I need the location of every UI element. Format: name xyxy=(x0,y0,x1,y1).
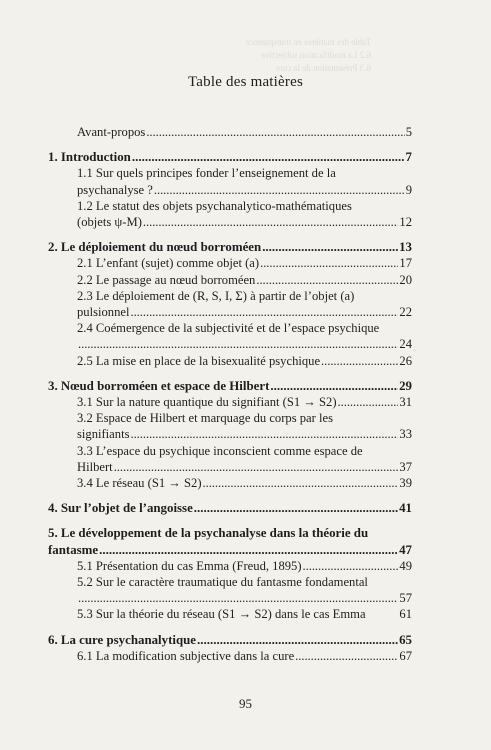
toc-section-entry[interactable] xyxy=(48,165,412,197)
toc-entry-title-line: 5. Le développement de la psychanalyse dans la théorie du xyxy=(48,526,369,541)
toc-entry-row xyxy=(77,394,412,410)
toc-entry-title-line: 5.2 Sur le caractère traumatique du fantasme fondamental xyxy=(77,575,368,590)
dot-leader xyxy=(78,336,398,352)
toc-page-number: 57 xyxy=(399,591,412,606)
toc-entry-row xyxy=(48,149,412,165)
toc-entry-row xyxy=(48,239,412,255)
dot-leader xyxy=(256,272,398,288)
toc-page-number: 13 xyxy=(399,240,412,255)
toc-entry-title-line: 3.2 Espace de Hilbert et marquage du corps par les xyxy=(77,411,333,426)
toc-entry-row xyxy=(77,426,412,442)
dot-leader xyxy=(321,353,398,369)
toc-page-number: 31 xyxy=(399,395,412,410)
dot-leader xyxy=(303,558,399,574)
dot-leader xyxy=(262,239,398,255)
toc-chapter-entry[interactable] xyxy=(48,239,412,255)
dot-leader xyxy=(203,475,399,491)
toc-entry-row xyxy=(77,182,412,198)
toc-section-entry[interactable] xyxy=(48,272,412,288)
dot-leader xyxy=(99,542,398,558)
dot-leader xyxy=(130,426,398,442)
toc-section-entry[interactable] xyxy=(48,648,412,664)
section-gap xyxy=(48,623,412,632)
toc-entry-row xyxy=(77,475,412,491)
section-gap xyxy=(48,491,412,500)
toc-entry-title: psychanalyse ? xyxy=(77,182,153,197)
toc-section-entry[interactable] xyxy=(48,288,412,320)
dot-leader xyxy=(143,214,399,230)
toc-section-entry[interactable] xyxy=(48,394,412,410)
dot-leader xyxy=(270,378,398,394)
toc-page-number: 24 xyxy=(399,337,412,352)
toc-entry-title: 5.3 Sur la théorie du réseau (S1 → S2) dans le cas Emma xyxy=(77,607,366,622)
toc-entry-row xyxy=(48,632,412,648)
toc-page-number: 67 xyxy=(399,648,412,663)
toc-page-number: 47 xyxy=(399,542,412,557)
table-of-contents xyxy=(48,124,412,664)
toc-entry-row xyxy=(77,606,412,622)
toc-section-entry[interactable] xyxy=(48,558,412,574)
toc-entry-title-line: 2.3 Le déploiement de (R, S, I, Σ) à partir de l’objet (a) xyxy=(77,288,355,303)
toc-entry-title-line: 1.1 Sur quels principes fonder l’enseignement de la xyxy=(77,166,336,181)
toc-entry-row xyxy=(77,214,412,230)
toc-section-entry[interactable] xyxy=(48,353,412,369)
toc-entry-row xyxy=(48,378,412,394)
toc-entry-title: 6.1 La modification subjective dans la cure xyxy=(77,648,295,663)
toc-chapter-entry[interactable] xyxy=(48,525,412,557)
page-title: Table des matières xyxy=(187,74,303,90)
dot-leader xyxy=(130,304,398,320)
toc-entry-title: 3.4 Le réseau (S1 → S2) xyxy=(77,476,202,491)
toc-entry-row xyxy=(48,500,412,516)
dot-leader xyxy=(132,149,405,165)
toc-entry-title-line: 3.3 L’espace du psychique inconscient comme espace de xyxy=(77,443,363,458)
toc-page-number: 49 xyxy=(399,558,412,573)
page-number: 95 xyxy=(239,696,252,711)
dot-leader xyxy=(194,500,398,516)
dot-leader xyxy=(154,182,405,198)
toc-entry-row xyxy=(77,648,412,664)
section-gap xyxy=(48,516,412,525)
toc-page-number: 65 xyxy=(399,632,412,647)
bleed-line: 6.3 Présentation de la cure xyxy=(275,63,371,73)
toc-entry-row xyxy=(77,124,412,140)
section-gap xyxy=(48,230,412,239)
toc-entry-title: 4. Sur l’objet de l’angoisse xyxy=(48,501,193,516)
toc-entry-row xyxy=(77,459,412,475)
bleed-line: Table des matières en transparence xyxy=(245,37,371,47)
toc-entry-title: 5.1 Présentation du cas Emma (Freud, 1895) xyxy=(77,558,302,573)
dot-leader xyxy=(197,632,398,648)
toc-entry-title: pulsionnel xyxy=(77,305,130,320)
toc-entry-row xyxy=(77,336,412,352)
toc-page-number: 37 xyxy=(399,459,412,474)
toc-page-number: 20 xyxy=(399,272,412,287)
toc-entry-title: signifiants xyxy=(77,427,130,442)
toc-page-number: 7 xyxy=(405,150,412,165)
toc-page-number: 33 xyxy=(399,427,412,442)
toc-page-number: 17 xyxy=(399,256,412,271)
toc-entry-row xyxy=(48,542,412,558)
toc-entry-title: Hilbert xyxy=(77,459,113,474)
dot-leader xyxy=(78,590,398,606)
bleed-line: 6.2 La modification subjective xyxy=(261,50,371,60)
toc-section-entry[interactable] xyxy=(48,443,412,475)
toc-entry-row xyxy=(77,353,412,369)
toc-page-number: 22 xyxy=(399,305,412,320)
dot-leader xyxy=(338,394,399,410)
toc-page-number: 26 xyxy=(399,353,412,368)
toc-section-entry[interactable] xyxy=(48,475,412,491)
toc-page-number: 12 xyxy=(399,215,412,230)
dot-leader xyxy=(114,459,399,475)
dot-leader xyxy=(295,648,398,664)
toc-entry-title: 3.1 Sur la nature quantique du signifiant (S1 → S2) xyxy=(77,395,337,410)
toc-chapter-entry[interactable] xyxy=(48,149,412,165)
toc-page-number: 61 xyxy=(399,607,412,622)
toc-chapter-entry[interactable] xyxy=(48,378,412,394)
toc-section-entry[interactable] xyxy=(48,255,412,271)
section-gap xyxy=(48,140,412,149)
toc-entry-title: 1. Introduction xyxy=(48,150,131,165)
toc-page-number: 29 xyxy=(399,378,412,393)
toc-section-entry[interactable] xyxy=(48,320,412,352)
toc-entry-title: Avant-propos xyxy=(77,125,146,139)
toc-entry-title: 2.5 La mise en place de la bisexualité psychique xyxy=(77,353,321,368)
toc-entry-title: 6. La cure psychanalytique xyxy=(48,632,197,647)
toc-entry-title: fantasme xyxy=(48,542,99,557)
toc-section-entry[interactable] xyxy=(48,574,412,606)
dot-leader xyxy=(260,255,398,271)
section-gap xyxy=(48,369,412,378)
toc-entry-row xyxy=(77,558,412,574)
toc-section-entry[interactable] xyxy=(48,606,412,622)
toc-entry-title-line: 1.2 Le statut des objets psychanalytico-mathématiques xyxy=(77,198,352,213)
toc-entry-title-line: 2.4 Coémergence de la subjectivité et de l’espace psychique xyxy=(77,321,380,336)
toc-entry-row xyxy=(77,304,412,320)
toc-section-entry[interactable] xyxy=(48,198,412,230)
toc-section-entry[interactable] xyxy=(48,410,412,442)
dot-leader xyxy=(146,124,404,140)
toc-entry-title: 2. Le déploiement du nœud borroméen xyxy=(48,240,262,255)
toc-section-entry[interactable] xyxy=(48,124,412,140)
toc-chapter-entry[interactable] xyxy=(48,632,412,648)
toc-entry-title: 3. Nœud borroméen et espace de Hilbert xyxy=(48,378,270,393)
toc-entry-row xyxy=(77,272,412,288)
toc-entry-title: 2.1 L’enfant (sujet) comme objet (a) xyxy=(77,256,260,271)
toc-page-number: 9 xyxy=(405,182,412,197)
toc-page-number: 5 xyxy=(405,125,412,139)
toc-page-number: 39 xyxy=(399,476,412,491)
toc-page-number: 41 xyxy=(399,501,412,516)
toc-entry-row xyxy=(77,590,412,606)
toc-entry-row xyxy=(77,255,412,271)
toc-entry-title: 2.2 Le passage au nœud borroméen xyxy=(77,272,256,287)
toc-chapter-entry[interactable] xyxy=(48,500,412,516)
toc-entry-title: (objets ψ-M) xyxy=(77,215,142,230)
